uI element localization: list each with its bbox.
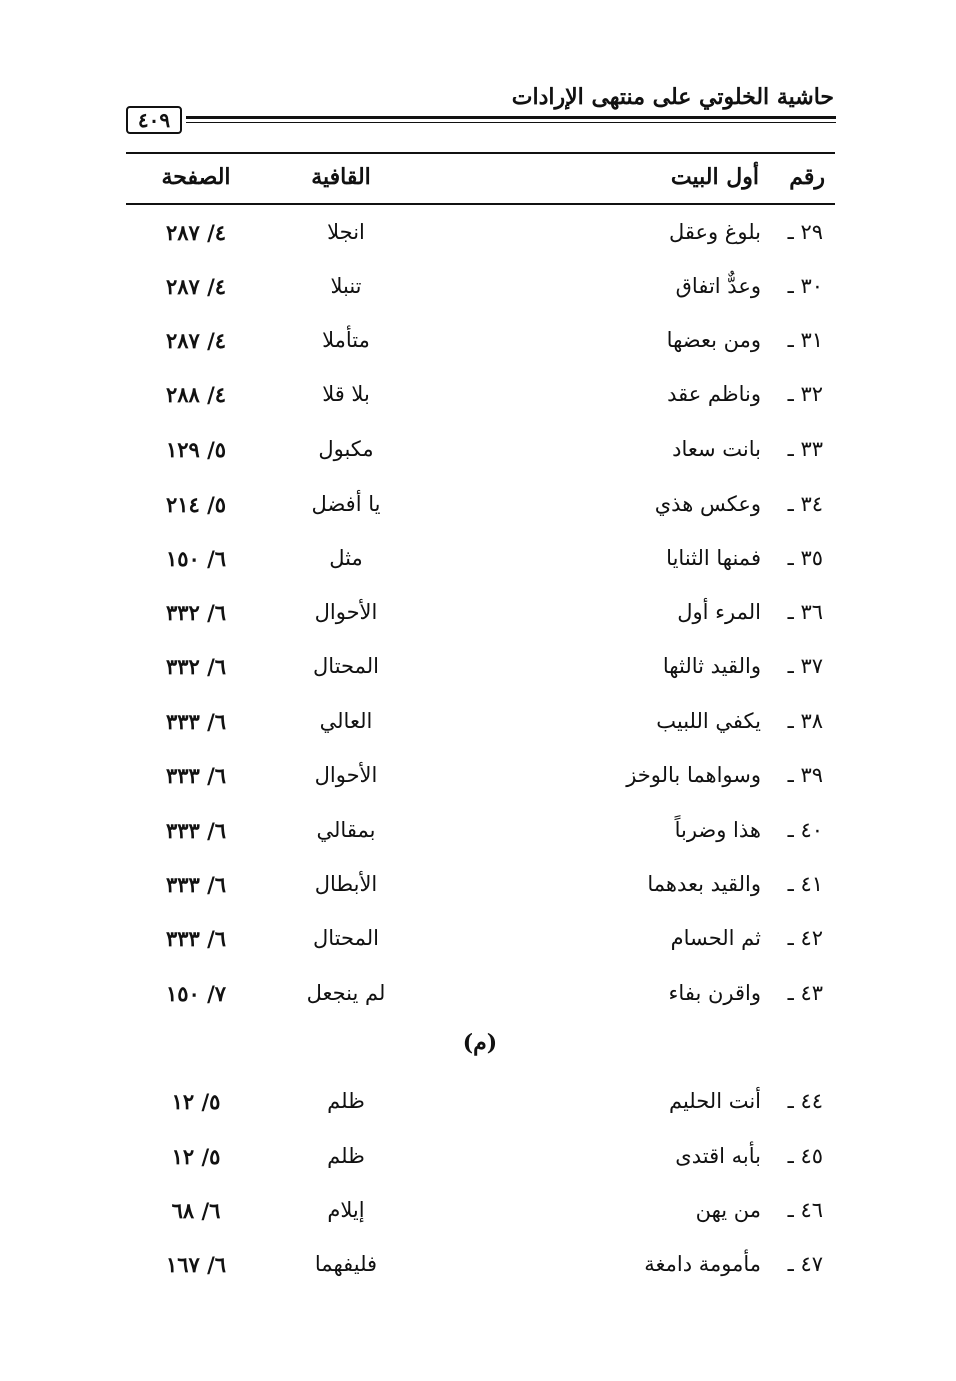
table-row xyxy=(126,429,835,469)
table-row xyxy=(126,864,835,904)
verse-page-ref: ٦/ ٣٣٣ xyxy=(165,872,227,897)
table-row xyxy=(126,1136,835,1176)
verse-opening: وناظم عقد xyxy=(667,382,761,406)
verse-page-ref: ٧/ ١٥٠ xyxy=(165,981,227,1006)
verse-page-ref: ٦/ ١٦٧ xyxy=(165,1252,227,1277)
verse-number: ٤٠ ـ xyxy=(787,818,823,842)
table-row xyxy=(126,538,835,578)
verse-number: ٣٦ ـ xyxy=(787,600,823,624)
table-row xyxy=(126,212,835,252)
verse-number: ٣٣ ـ xyxy=(787,437,823,461)
verse-number: ٣٩ ـ xyxy=(787,763,823,787)
verse-number: ٤٥ ـ xyxy=(787,1144,823,1168)
verse-page-ref: ٦/ ٣٣٢ xyxy=(165,654,227,679)
verse-rhyme: مثل xyxy=(329,546,363,570)
verse-opening: ثم الحسام xyxy=(670,926,761,950)
verse-number: ٢٩ ـ xyxy=(787,220,823,244)
table-row xyxy=(126,484,835,524)
verse-opening: وسواهما بالوخز xyxy=(626,763,761,787)
verse-number: ٣٥ ـ xyxy=(787,546,823,570)
table-row xyxy=(126,1244,835,1284)
verse-page-ref: ٥/ ١٢ xyxy=(171,1144,221,1169)
verse-page-ref: ٦/ ٣٣٢ xyxy=(165,600,227,625)
verse-opening: بلوغ وعقل xyxy=(668,220,761,244)
verse-opening: وعكس هذي xyxy=(654,492,761,516)
table-row xyxy=(126,592,835,632)
verse-opening: المرء أول xyxy=(677,600,761,624)
verse-rhyme: ظلم xyxy=(327,1144,365,1168)
verse-opening: هذا وضرباً xyxy=(674,818,761,842)
table-row xyxy=(126,374,835,414)
column-header-page: الصفحة xyxy=(161,164,231,190)
column-header-rhyme: القافية xyxy=(311,164,371,190)
header-rule-thick xyxy=(186,116,836,119)
verse-rhyme: بمقالي xyxy=(316,818,376,842)
verse-rhyme: مكبول xyxy=(318,437,374,461)
verse-opening: فمنها الثنايا xyxy=(666,546,761,570)
verse-opening: بأبه اقتدى xyxy=(675,1144,761,1168)
verse-opening: أنت الحليم xyxy=(668,1089,761,1113)
verse-opening: والقيد ثالثها xyxy=(662,654,761,678)
verse-number: ٣١ ـ xyxy=(787,328,823,352)
verse-rhyme: لم ينجعل xyxy=(306,981,386,1005)
verse-page-ref: ٦/ ١٥٠ xyxy=(165,546,227,571)
table-header-bottom-rule xyxy=(126,203,835,205)
table-row xyxy=(126,701,835,741)
table-row xyxy=(126,1081,835,1121)
verse-page-ref: ٤/ ٢٨٨ xyxy=(165,382,227,407)
verse-page-ref: ٦/ ٦٨ xyxy=(171,1198,221,1223)
verse-opening: واقرن بفاء xyxy=(668,981,761,1005)
verse-number: ٤٢ ـ xyxy=(787,926,823,950)
verse-number: ٤٣ ـ xyxy=(787,981,823,1005)
verse-number: ٣٧ ـ xyxy=(787,654,823,678)
verse-rhyme: فليفهما xyxy=(314,1252,378,1276)
verse-opening: وعدٌّ اتفاق xyxy=(675,274,761,298)
table-row xyxy=(126,755,835,795)
verse-page-ref: ٦/ ٣٣٣ xyxy=(165,709,227,734)
verse-opening: مأمومة دامغة xyxy=(644,1252,761,1276)
verse-opening: والقيد بعدهما xyxy=(647,872,761,896)
table-row xyxy=(126,266,835,306)
table-row xyxy=(126,918,835,958)
verse-rhyme: إيلام xyxy=(327,1198,365,1222)
verse-rhyme: انجلا xyxy=(327,220,365,244)
verse-rhyme: بلا قلا xyxy=(322,382,370,406)
table-row xyxy=(126,1190,835,1230)
verse-rhyme: ظلم xyxy=(327,1089,365,1113)
verse-rhyme: متأملا xyxy=(322,328,370,352)
verse-rhyme: تنبلا xyxy=(330,274,362,298)
verse-rhyme: الأحوال xyxy=(314,600,378,624)
verse-rhyme: الأحوال xyxy=(314,763,378,787)
verse-rhyme: الأبطال xyxy=(314,872,378,896)
verse-rhyme: المحتال xyxy=(313,654,379,678)
table-row xyxy=(126,810,835,850)
verse-page-ref: ٤/ ٢٨٧ xyxy=(165,274,227,299)
verse-number: ٣٢ ـ xyxy=(787,382,823,406)
section-heading-letter: (م) xyxy=(462,1030,498,1056)
verse-page-ref: ٦/ ٣٣٣ xyxy=(165,926,227,951)
table-row xyxy=(126,320,835,360)
verse-page-ref: ٦/ ٣٣٣ xyxy=(165,763,227,788)
verse-rhyme: العالي xyxy=(319,709,373,733)
verse-opening: يكفي اللبيب xyxy=(656,709,761,733)
column-header-number: رقم xyxy=(789,164,825,190)
verse-number: ٤٦ ـ xyxy=(787,1198,823,1222)
table-row xyxy=(126,646,835,686)
verse-opening: من يهن xyxy=(695,1198,761,1222)
verse-page-ref: ٤/ ٢٨٧ xyxy=(165,328,227,353)
verse-number: ٤٤ ـ xyxy=(787,1089,823,1113)
verse-page-ref: ٤/ ٢٨٧ xyxy=(165,220,227,245)
verse-number: ٣٨ ـ xyxy=(787,709,823,733)
table-header-top-rule xyxy=(126,152,835,154)
verse-page-ref: ٥/ ١٢ xyxy=(171,1089,221,1114)
table-row xyxy=(126,973,835,1013)
verse-opening: ومن بعضها xyxy=(666,328,761,352)
verse-number: ٣٤ ـ xyxy=(787,492,823,516)
page-number-box: ٤٠٩ xyxy=(126,106,182,134)
verse-opening: بانت سعاد xyxy=(672,437,761,461)
verse-rhyme: يا أفضل xyxy=(311,492,381,516)
verse-page-ref: ٥/ ٢١٤ xyxy=(165,492,227,517)
verse-number: ٤٧ ـ xyxy=(787,1252,823,1276)
verse-page-ref: ٦/ ٣٣٣ xyxy=(165,818,227,843)
column-header-first-words: أول البيت xyxy=(670,164,759,190)
header-rule-thin xyxy=(186,122,836,123)
verse-number: ٣٠ ـ xyxy=(787,274,823,298)
verse-page-ref: ٥/ ١٢٩ xyxy=(165,437,227,462)
running-header-title: حاشية الخلوتي على منتهى الإرادات xyxy=(511,84,834,110)
verse-rhyme: المحتال xyxy=(313,926,379,950)
header-rule xyxy=(186,116,836,126)
verse-number: ٤١ ـ xyxy=(787,872,823,896)
